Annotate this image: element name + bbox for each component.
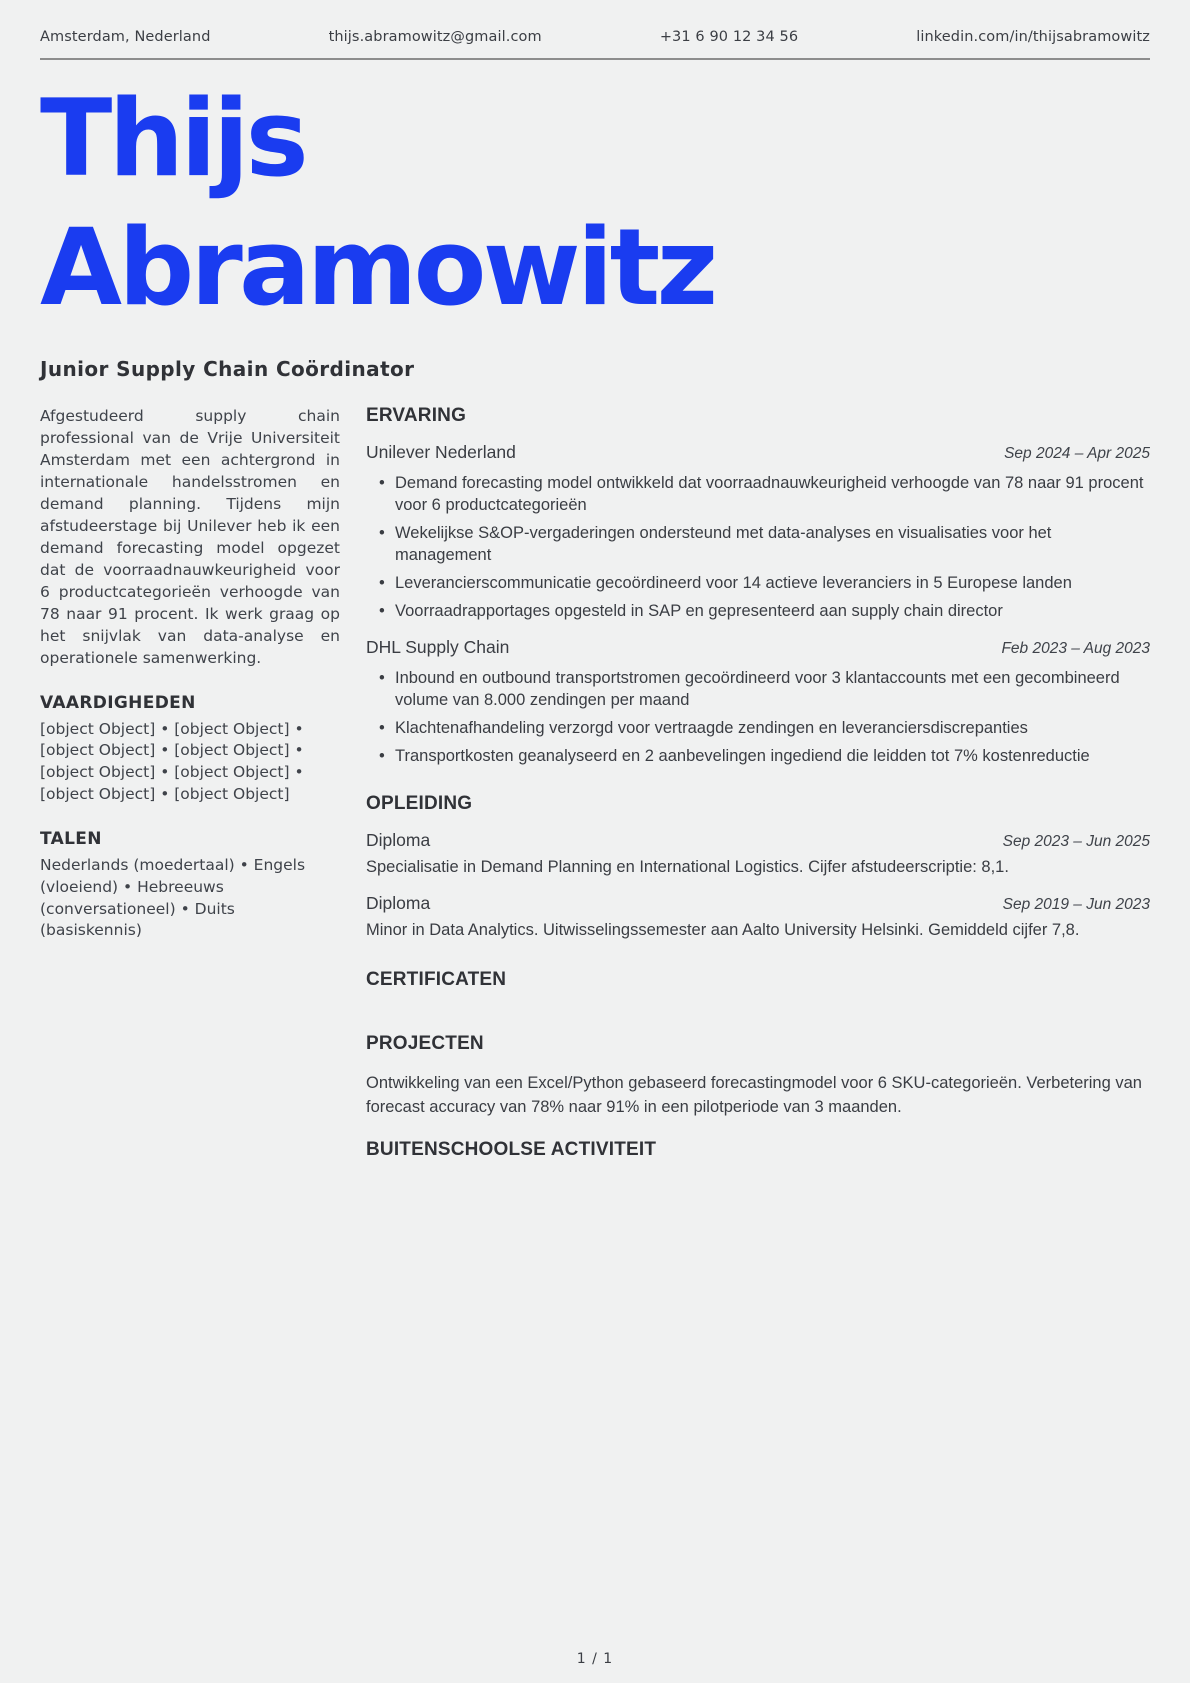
projects-heading: PROJECTEN xyxy=(366,1032,484,1054)
bullet-item: • Wekelijkse S&OP-vergaderingen ondersteund met data-analyses en visualisaties voor het management xyxy=(366,522,1150,566)
education-entry xyxy=(366,830,1150,878)
date-range: Feb 2023 – Aug 2023 xyxy=(1001,639,1150,657)
job-title: Junior Supply Chain Coördinator xyxy=(40,356,415,381)
experience-entry xyxy=(366,637,1150,767)
date-range: Sep 2023 – Jun 2025 xyxy=(1002,832,1150,850)
experience-entry xyxy=(366,442,1150,622)
education-entry-header xyxy=(366,893,1150,914)
bullet-item: • Transportkosten geanalyseerd en 2 aanbevelingen ingediend die leidden tot 7% kostenreductie xyxy=(366,745,1150,767)
degree-name: Diploma xyxy=(366,892,431,913)
candidate-last-name: Abramowitz xyxy=(40,206,715,330)
company-name: Unilever Nederland xyxy=(366,441,516,462)
bullet-item: • Demand forecasting model ontwikkeld dat voorraadnauwkeurigheid verhoogde van 78 naar 91 procent voor 6 productcategorieën xyxy=(366,472,1150,516)
experience-entry-header xyxy=(366,442,1150,463)
extracurricular-heading: BUITENSCHOOLSE ACTIVITEIT xyxy=(366,1138,657,1160)
contact-phone: +31 6 90 12 34 56 xyxy=(659,29,799,45)
languages-list: Nederlands (moedertaal) • Engels (vloeiend) • Hebreeuws (conversationeel) • Duits (basiskennis) xyxy=(40,856,306,940)
bullet-item: • Leverancierscommunicatie gecoördineerd voor 14 actieve leveranciers in 5 Europese landen xyxy=(366,572,1150,594)
experience-heading: ERVARING xyxy=(366,404,467,426)
certificates-heading: CERTIFICATEN xyxy=(366,968,507,990)
education-entry xyxy=(366,893,1150,941)
date-range: Sep 2019 – Jun 2023 xyxy=(1002,895,1150,913)
bullet-list xyxy=(366,472,1150,622)
company-name: DHL Supply Chain xyxy=(366,636,510,657)
bullet-item: • Klachtenafhandeling verzorgd voor vertraagde zendingen en leveranciersdiscrepanties xyxy=(366,717,1150,739)
page-indicator: 1 / 1 xyxy=(576,1651,614,1667)
languages-heading: TALEN xyxy=(40,829,102,850)
bullet-item: • Voorraadrapportages opgesteld in SAP en gepresenteerd aan supply chain director xyxy=(366,600,1150,622)
skills-heading: VAARDIGHEDEN xyxy=(40,692,196,713)
degree-name: Diploma xyxy=(366,829,431,850)
bullet-item: • Inbound en outbound transportstromen gecoördineerd voor 3 klantaccounts met een gecombineerd volume van 8.000 zendingen per maand xyxy=(366,667,1150,711)
bullet-list xyxy=(366,667,1150,767)
main-column xyxy=(366,405,1150,1161)
candidate-name xyxy=(40,74,1150,333)
summary-text: Afgestudeerd supply chain professional van de Vrije Universiteit Amsterdam met een achtergrond in internationale handelsstromen en demand planning. Tijdens mijn afstudeerstage bij Unilever heb ik een demand forecasting model opgezet dat de voorraadnauwkeurigheid voor 6 productcategorieën verhoogde van 78 naar 91 procent. Ik werk graag op het snijvlak van data-analyse en operationele samenwerking. xyxy=(40,406,340,667)
skills-list: [object Object] • [object Object] • [object Object] • [object Object] • [object Object] • [object Object] • [object Object] • [object Object] xyxy=(40,719,304,803)
contact-bar xyxy=(40,0,1150,60)
education-heading: OPLEIDING xyxy=(366,792,473,814)
education-description: Minor in Data Analytics. Uitwisselingssemester aan Aalto University Helsinki. Gemiddeld cijfer 7,8. xyxy=(366,920,1080,939)
contact-location: Amsterdam, Nederland xyxy=(40,29,211,45)
date-range: Sep 2024 – Apr 2025 xyxy=(1004,444,1150,462)
sidebar-column xyxy=(40,405,340,943)
project-description: Ontwikkeling van een Excel/Python gebaseerd forecastingmodel voor 6 SKU-categorieën. Verbetering van forecast accuracy van 78% naar 91% in een pilotperiode van 3 maanden. xyxy=(366,1073,1142,1116)
candidate-first-name: Thijs xyxy=(40,77,305,200)
content-columns xyxy=(40,405,1150,1161)
education-description: Specialisatie in Demand Planning en International Logistics. Cijfer afstudeerscriptie: 8,1. xyxy=(366,857,1009,876)
contact-linkedin[interactable]: linkedin.com/in/thijsabramowitz xyxy=(916,29,1150,45)
education-entry-header xyxy=(366,830,1150,851)
experience-entry-header xyxy=(366,637,1150,658)
contact-email[interactable]: thijs.abramowitz@gmail.com xyxy=(328,29,542,45)
